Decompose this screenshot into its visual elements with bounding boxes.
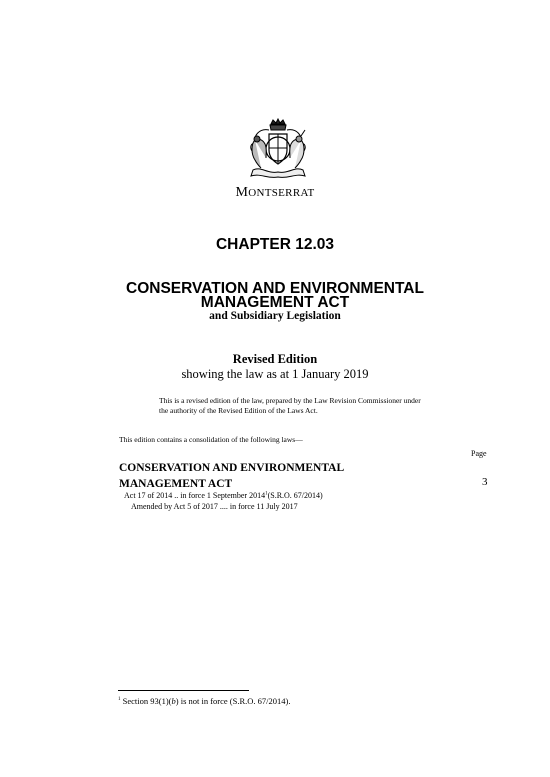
footnote [118, 696, 291, 706]
territory-name [0, 185, 550, 201]
act-title [0, 282, 550, 310]
law-title-line2: MANAGEMENT ACT [119, 478, 233, 490]
law-entry-title [119, 460, 344, 492]
contents-intro: This edition contains a consolidation of the following laws— [119, 435, 303, 444]
law-amendment-detail: Amended by Act 5 of 2017 .... in force 11 July 2017 [131, 502, 298, 511]
edition-note-line2: the authority of the Revised Edition of the Laws Act. [159, 406, 318, 415]
law-title-line1: CONSERVATION AND ENVIRONMENTAL [119, 462, 345, 474]
territory-rest: ONTSERRAT [248, 187, 315, 199]
footnote-text-post: ) is not in force (S.R.O. 67/2014). [175, 696, 291, 706]
footnote-divider [118, 690, 249, 691]
enactment-sro: (S.R.O. 67/2014) [267, 491, 323, 500]
act-title-line2: MANAGEMENT ACT [200, 294, 350, 311]
law-entry-page: 3 [482, 476, 488, 488]
edition-date: showing the law as at 1 January 2019 [181, 367, 369, 381]
footnote-text-pre: Section 93(1)( [120, 696, 172, 706]
subsidiary-legislation: and Subsidiary Legislation [209, 310, 341, 322]
enactment-text: Act 17 of 2014 .. in force 1 September 2014 [124, 491, 266, 500]
edition-title: Revised Edition [232, 352, 318, 366]
footnote-text-italic: b [171, 696, 176, 706]
page-column-label: Page [471, 449, 487, 458]
law-enactment-detail [124, 491, 323, 500]
act-title-line1: CONSERVATION AND ENVIRONMENTAL [126, 280, 424, 297]
royal-coat-of-arms-icon [245, 118, 311, 180]
territory-initial: M [235, 185, 249, 200]
footnote-marker: 1 [118, 697, 121, 703]
edition-note-line1: This is a revised edition of the law, prepared by the Law Revision Commissioner under [159, 396, 421, 405]
chapter-number: CHAPTER 12.03 [215, 236, 334, 253]
footnote-ref: 1 [265, 491, 268, 497]
edition-note [159, 396, 449, 416]
